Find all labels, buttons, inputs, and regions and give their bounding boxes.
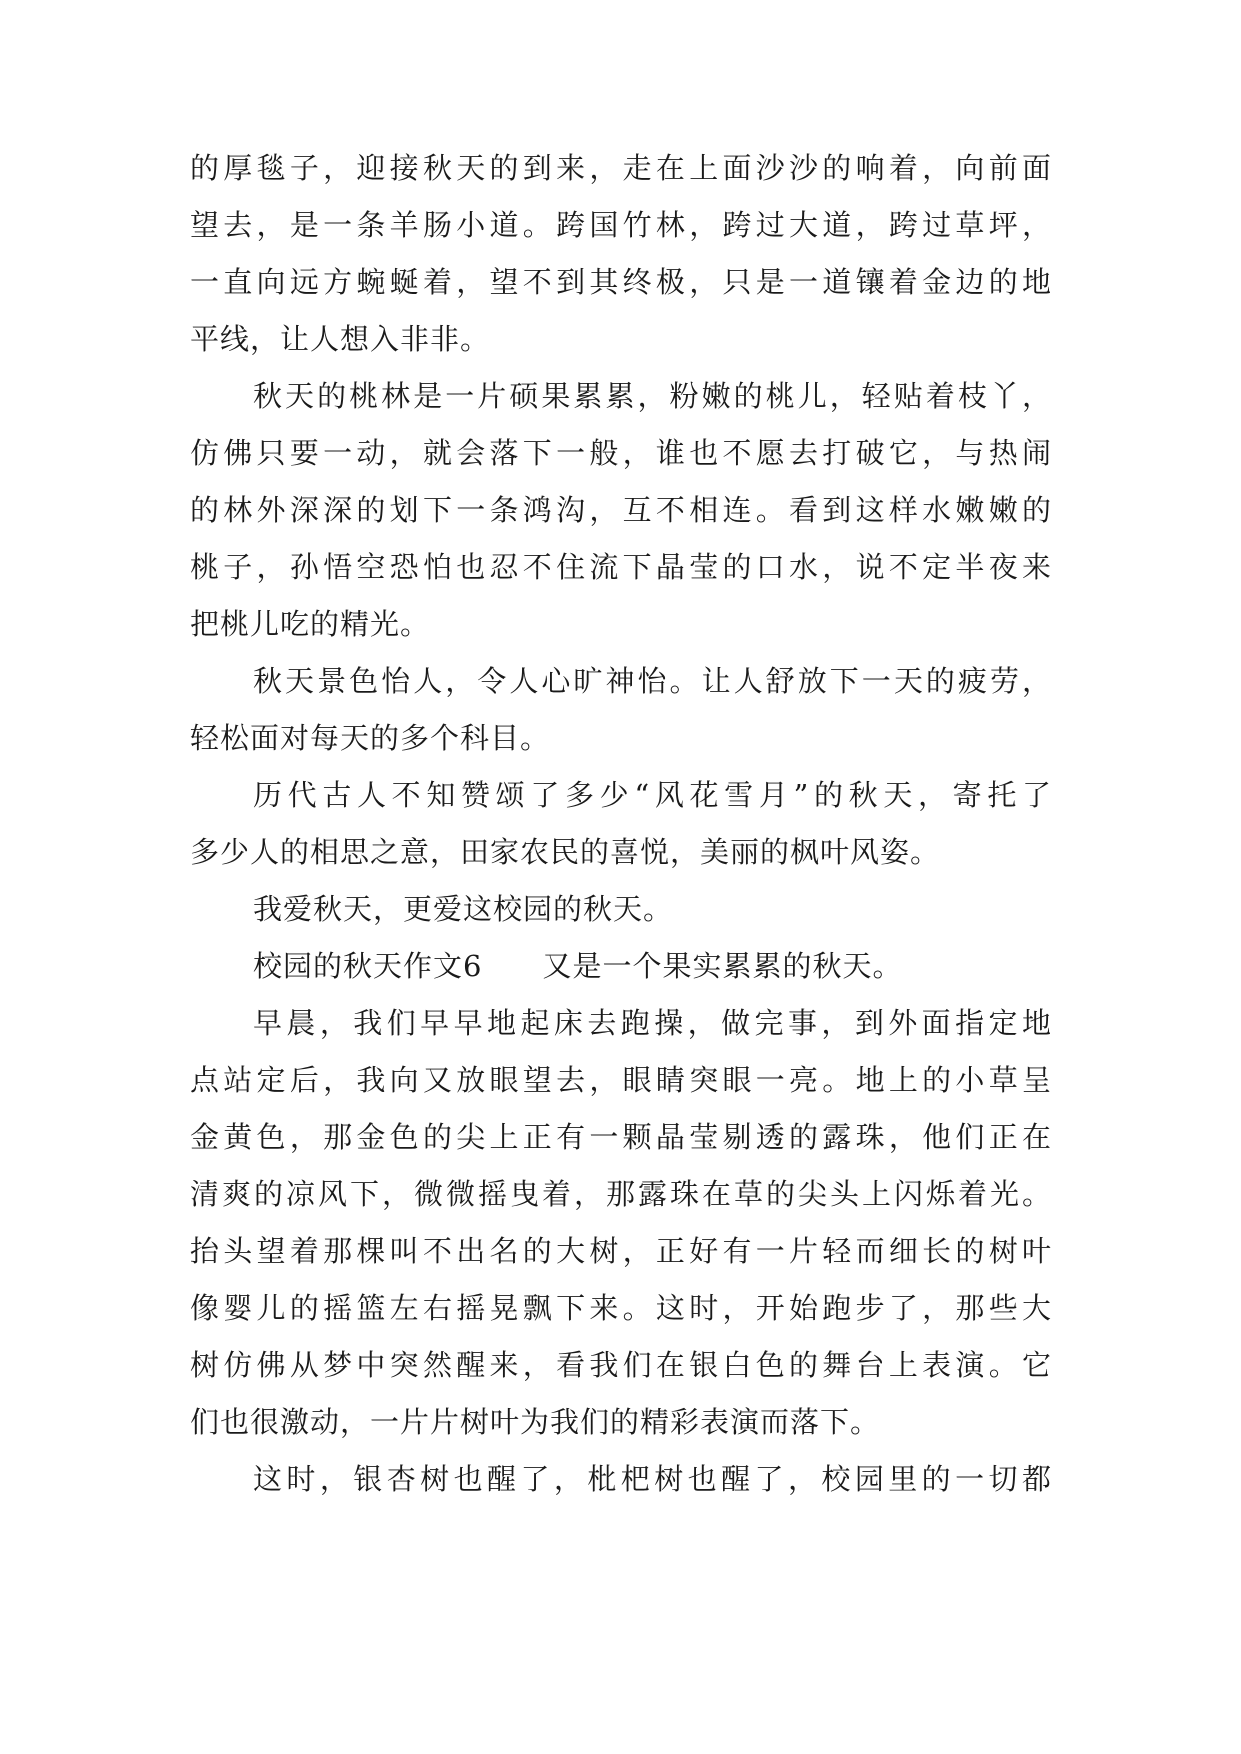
text-line: 抬头望着那棵叫不出名的大树，正好有一片轻而细长的树叶 bbox=[190, 1234, 1052, 1268]
text-line: 的林外深深的划下一条鸿沟，互不相连。看到这样水嫩嫩的 bbox=[190, 493, 1052, 527]
text-line: 点站定后，我向又放眼望去，眼睛突眼一亮。地上的小草呈 bbox=[190, 1063, 1052, 1097]
paragraph-first-line: 我爱秋天，更爱这校园的秋天。 bbox=[253, 892, 674, 926]
text-line: 树仿佛从梦中突然醒来，看我们在银白色的舞台上表演。它 bbox=[190, 1348, 1052, 1382]
text-line: 把桃儿吃的精光。 bbox=[190, 607, 431, 641]
text-line: 清爽的凉风下，微微摇曳着，那露珠在草的尖头上闪烁着光。 bbox=[190, 1177, 1052, 1211]
paragraph-first-line: 早晨，我们早早地起床去跑操，做完事，到外面指定地 bbox=[253, 1006, 1052, 1040]
text-line: 桃子，孙悟空恐怕也忍不住流下晶莹的口水，说不定半夜来 bbox=[190, 550, 1052, 584]
text-line: 多少人的相思之意，田家农民的喜悦，美丽的枫叶风姿。 bbox=[190, 835, 941, 869]
text-line: 平线，让人想入非非。 bbox=[190, 322, 491, 356]
text-line: 的厚毯子，迎接秋天的到来，走在上面沙沙的响着，向前面 bbox=[190, 151, 1052, 185]
text-line: 轻松面对每天的多个科目。 bbox=[190, 721, 551, 755]
text-line: 金黄色，那金色的尖上正有一颗晶莹剔透的露珠，他们正在 bbox=[190, 1120, 1052, 1154]
section-heading-line: 校园的秋天作文6 又是一个果实累累的秋天。 bbox=[253, 949, 903, 983]
text-line: 一直向远方蜿蜒着，望不到其终极，只是一道镶着金边的地 bbox=[190, 265, 1052, 299]
text-line: 望去，是一条羊肠小道。跨国竹林，跨过大道，跨过草坪， bbox=[190, 208, 1052, 242]
paragraph-first-line: 历代古人不知赞颂了多少“风花雪月”的秋天，寄托了 bbox=[253, 778, 1052, 812]
paragraph-first-line: 秋天景色怡人，令人心旷神怡。让人舒放下一天的疲劳， bbox=[253, 664, 1052, 698]
text-line: 像婴儿的摇篮左右摇晃飘下来。这时，开始跑步了，那些大 bbox=[190, 1291, 1052, 1325]
text-line: 仿佛只要一动，就会落下一般，谁也不愿去打破它，与热闹 bbox=[190, 436, 1052, 470]
text-line: 们也很激动，一片片树叶为我们的精彩表演而落下。 bbox=[190, 1405, 881, 1439]
paragraph-first-line: 这时，银杏树也醒了，枇杷树也醒了，校园里的一切都 bbox=[253, 1462, 1052, 1496]
paragraph-first-line: 秋天的桃林是一片硕果累累，粉嫩的桃儿，轻贴着枝丫， bbox=[253, 379, 1052, 413]
